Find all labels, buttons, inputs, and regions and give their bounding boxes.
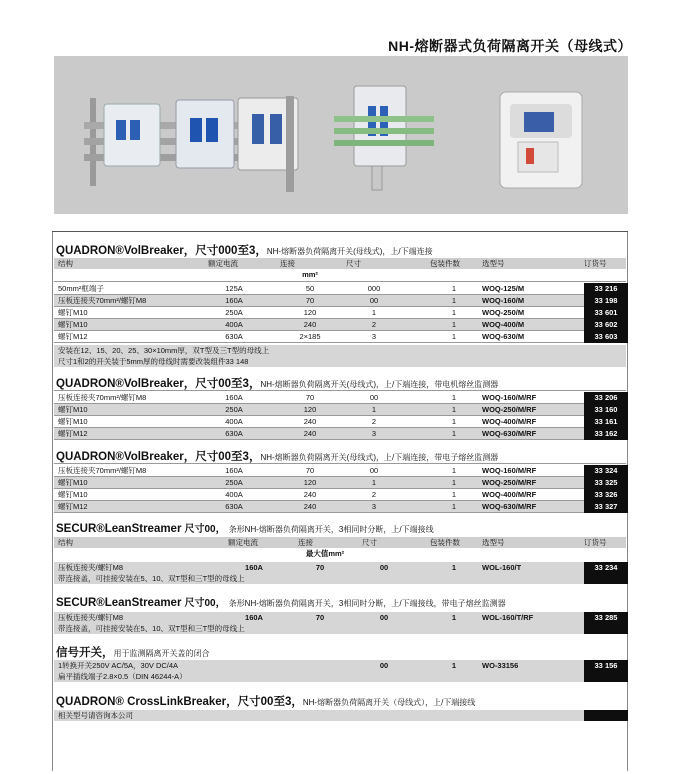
order-no: 33 198 bbox=[594, 296, 618, 305]
cell-size: 2 bbox=[371, 490, 377, 499]
header-type-no: 选型号 bbox=[482, 259, 505, 268]
cell-structure: 螺钉M10 bbox=[58, 478, 88, 487]
table-row bbox=[54, 465, 626, 476]
row-divider bbox=[54, 342, 626, 343]
cell-current: 250A bbox=[225, 308, 243, 317]
order-no: 33 325 bbox=[594, 478, 618, 487]
order-no-block-empty bbox=[584, 710, 628, 721]
cell-size: 1 bbox=[371, 478, 377, 487]
cell-structure: 螺钉M10 bbox=[58, 490, 88, 499]
section-4-brand: SECUR®LeanStreamer bbox=[56, 523, 182, 535]
cell-type: WOL-160/T/RF bbox=[482, 613, 534, 622]
cell-type: WOQ-400/M/RF bbox=[482, 417, 537, 426]
order-no: 33 161 bbox=[594, 417, 618, 426]
table-row bbox=[54, 416, 626, 427]
cell-connection: 70 bbox=[305, 296, 315, 305]
section-4-subtitle: 条形NH-熔断器负荷隔离开关，3相同时分断，上/下端接线 bbox=[228, 525, 434, 534]
cell-current: 125A bbox=[225, 284, 243, 293]
cell-connection: 120 bbox=[303, 308, 317, 317]
cell-structure: 螺钉M12 bbox=[58, 429, 88, 438]
cell-size: 00 bbox=[369, 466, 379, 475]
cell-qty: 1 bbox=[451, 661, 457, 670]
cell-qty: 1 bbox=[451, 405, 457, 414]
header-rated-current: 额定电流 bbox=[208, 259, 238, 268]
order-no: 33 206 bbox=[594, 393, 618, 402]
header-connection: 连接 bbox=[280, 259, 295, 268]
header-pack-qty: 包装件数 bbox=[430, 538, 460, 547]
cell-size: 00 bbox=[369, 393, 379, 402]
header-pack-qty: 包装件数 bbox=[430, 259, 460, 268]
header-structure: 结构 bbox=[58, 259, 73, 268]
cell-current: 160A bbox=[245, 613, 263, 622]
cell-structure: 螺钉M10 bbox=[58, 405, 88, 414]
header-order-no: 订货号 bbox=[584, 538, 607, 547]
table-row bbox=[54, 562, 626, 573]
cell-structure: 1转换开关250V AC/5A，30V DC/4A bbox=[58, 661, 179, 670]
cell-type: WOQ-400/M bbox=[482, 320, 525, 329]
cell-current: 160A bbox=[225, 466, 243, 475]
cell-type: WOQ-160/M/RF bbox=[482, 466, 537, 475]
section-heading-2 bbox=[56, 375, 498, 391]
table-row bbox=[54, 319, 626, 330]
order-no: 33 603 bbox=[594, 332, 618, 341]
cell-qty: 1 bbox=[451, 429, 457, 438]
divider bbox=[54, 281, 626, 282]
unit-row bbox=[54, 548, 626, 559]
table-row bbox=[54, 295, 626, 306]
cell-connection: 120 bbox=[303, 405, 317, 414]
cell-qty: 1 bbox=[451, 613, 457, 622]
cell-type: WOQ-125/M bbox=[482, 284, 525, 293]
header-rated-current: 额定电流 bbox=[228, 538, 258, 547]
order-no-block bbox=[584, 465, 628, 513]
section-1-note-2 bbox=[54, 356, 626, 367]
cell-structure: 50mm²框端子 bbox=[58, 284, 104, 293]
cell-type: WOQ-160/M/RF bbox=[482, 393, 537, 402]
cell-size: 00 bbox=[379, 563, 389, 572]
cell-current: 160A bbox=[225, 393, 243, 402]
table-row bbox=[54, 404, 626, 415]
section-1-brand: QUADRON®VolBreaker，尺寸000至3， bbox=[56, 245, 267, 257]
header-size: 尺寸 bbox=[362, 538, 377, 547]
unit-max-mm2: 最大值mm² bbox=[305, 549, 345, 558]
cell-connection: 2×185 bbox=[299, 332, 321, 341]
section-2-subtitle: NH-熔断器负荷隔离开关(母线式)，上/下端连接，带电机熔丝监测器 bbox=[260, 380, 499, 389]
cell-qty: 1 bbox=[451, 490, 457, 499]
cell-structure: 扁平插线端子2.8×0.5（DIN 46244-A） bbox=[58, 672, 187, 681]
header-size: 尺寸 bbox=[346, 259, 361, 268]
order-no-block bbox=[584, 283, 628, 343]
cell-size: 00 bbox=[379, 661, 389, 670]
cell-size: 1 bbox=[371, 308, 377, 317]
cell-structure: 压板连接夹/螺钉M8 bbox=[58, 563, 124, 572]
table-row bbox=[54, 671, 626, 682]
section-7-note-row bbox=[54, 710, 626, 721]
order-no: 33 216 bbox=[594, 284, 618, 293]
order-no: 33 162 bbox=[594, 429, 618, 438]
cell-connection: 70 bbox=[305, 466, 315, 475]
table-header-row bbox=[54, 537, 626, 548]
section-3-brand: QUADRON®VolBreaker，尺寸00至3， bbox=[56, 451, 261, 463]
header-structure: 结构 bbox=[58, 538, 73, 547]
section-7-brand: QUADRON® CrossLinkBreaker，尺寸00至3， bbox=[56, 696, 303, 708]
note-text: 相关型号请咨询本公司 bbox=[58, 711, 133, 720]
cell-structure: 螺钉M10 bbox=[58, 320, 88, 329]
cell-structure: 螺钉M12 bbox=[58, 332, 88, 341]
order-no: 33 285 bbox=[594, 613, 618, 622]
cell-type: WOQ-400/M/RF bbox=[482, 490, 537, 499]
cell-size: 1 bbox=[371, 405, 377, 414]
cell-structure: 螺钉M10 bbox=[58, 308, 88, 317]
order-no-block bbox=[584, 562, 628, 584]
row-divider bbox=[54, 512, 626, 513]
cell-structure: 压板连接夹/螺钉M8 bbox=[58, 613, 124, 622]
table-row bbox=[54, 501, 626, 512]
section-6-subtitle: 用于监测隔离开关盖的闭合 bbox=[113, 649, 210, 658]
cell-connection: 240 bbox=[303, 502, 317, 511]
cell-type: WOQ-630/M/RF bbox=[482, 429, 537, 438]
cell-current: 160A bbox=[245, 563, 263, 572]
cell-current: 250A bbox=[225, 405, 243, 414]
section-heading-3 bbox=[56, 448, 498, 464]
cell-connection: 70 bbox=[315, 613, 325, 622]
cell-structure: 压板连接夹70mm²/螺钉M8 bbox=[58, 466, 147, 475]
cell-qty: 1 bbox=[451, 502, 457, 511]
cell-qty: 1 bbox=[451, 417, 457, 426]
header-type-no: 选型号 bbox=[482, 538, 505, 547]
cell-structure: 压板连接夹70mm²/螺钉M8 bbox=[58, 296, 147, 305]
cell-type: WOQ-630/M bbox=[482, 332, 525, 341]
table-row bbox=[54, 612, 626, 623]
product-photo-banner bbox=[54, 56, 628, 214]
section-heading-5 bbox=[56, 594, 506, 609]
cell-current: 160A bbox=[225, 296, 243, 305]
header-connection: 连接 bbox=[298, 538, 313, 547]
cell-connection: 240 bbox=[303, 320, 317, 329]
page-title: NH-熔断器式负荷隔离开关（母线式） bbox=[388, 38, 632, 54]
cell-size: 3 bbox=[371, 332, 377, 341]
section-5-size: 尺寸00， bbox=[184, 598, 226, 609]
section-4-note bbox=[54, 573, 626, 584]
section-5-note bbox=[54, 623, 626, 634]
header-order-no: 订货号 bbox=[584, 259, 607, 268]
section-3-subtitle: NH-熔断器负荷隔离开关(母线式)，上/下端连接，带电子熔丝监测器 bbox=[260, 453, 499, 462]
order-no: 33 602 bbox=[594, 320, 618, 329]
order-no: 33 156 bbox=[594, 661, 618, 670]
cell-size: 00 bbox=[369, 296, 379, 305]
order-no-block bbox=[584, 392, 628, 440]
cell-type: WOQ-250/M bbox=[482, 308, 525, 317]
cell-structure: 螺钉M12 bbox=[58, 502, 88, 511]
cell-qty: 1 bbox=[451, 332, 457, 341]
section-heading-6 bbox=[56, 644, 210, 660]
order-no: 33 324 bbox=[594, 466, 618, 475]
cell-connection: 50 bbox=[305, 284, 315, 293]
unit-row bbox=[54, 269, 626, 280]
section-5-subtitle: 条形NH-熔断器负荷隔离开关，3相同时分断，上/下端接线，带电子熔丝监测器 bbox=[228, 599, 506, 608]
cell-current: 400A bbox=[225, 490, 243, 499]
table-row bbox=[54, 428, 626, 439]
section-4-size: 尺寸00， bbox=[184, 524, 226, 535]
cell-connection: 240 bbox=[303, 490, 317, 499]
cell-connection: 240 bbox=[303, 417, 317, 426]
cell-type: WOL-160/T bbox=[482, 563, 522, 572]
section-6-brand: 信号开关， bbox=[56, 647, 114, 659]
product-photo-illustration bbox=[54, 56, 628, 214]
cell-size: 3 bbox=[371, 429, 377, 438]
cell-current: 630A bbox=[225, 429, 243, 438]
table-row bbox=[54, 283, 626, 294]
cell-size: 000 bbox=[367, 284, 381, 293]
section-1-note-1 bbox=[54, 345, 626, 356]
table-row bbox=[54, 660, 626, 671]
section-5-brand: SECUR®LeanStreamer bbox=[56, 597, 182, 609]
order-no: 33 160 bbox=[594, 405, 618, 414]
note-text: 安装在12、15、20、25、30×10mm厚，双T型及三T型的母线上 bbox=[58, 346, 270, 355]
order-no-block bbox=[584, 660, 628, 682]
order-no: 33 601 bbox=[594, 308, 618, 317]
table-row bbox=[54, 489, 626, 500]
cell-current: 250A bbox=[225, 478, 243, 487]
table-row bbox=[54, 392, 626, 403]
section-heading-7 bbox=[56, 693, 475, 709]
cell-size: 00 bbox=[379, 613, 389, 622]
cell-structure: 螺钉M10 bbox=[58, 417, 88, 426]
order-no: 33 326 bbox=[594, 490, 618, 499]
cell-type: WOQ-250/M/RF bbox=[482, 405, 537, 414]
cell-connection: 70 bbox=[305, 393, 315, 402]
section-heading-4 bbox=[56, 520, 434, 535]
cell-qty: 1 bbox=[451, 296, 457, 305]
divider bbox=[54, 463, 626, 464]
cell-qty: 1 bbox=[451, 308, 457, 317]
section-heading-1 bbox=[56, 242, 433, 258]
cell-connection: 70 bbox=[315, 563, 325, 572]
cell-current: 630A bbox=[225, 502, 243, 511]
cell-type: WOQ-250/M/RF bbox=[482, 478, 537, 487]
cell-structure: 压板连接夹70mm²/螺钉M8 bbox=[58, 393, 147, 402]
cell-qty: 1 bbox=[451, 320, 457, 329]
unit-mm2: mm² bbox=[302, 270, 318, 279]
cell-type: WOQ-630/M/RF bbox=[482, 502, 537, 511]
cell-size: 3 bbox=[371, 502, 377, 511]
cell-size: 2 bbox=[371, 320, 377, 329]
table-header-row bbox=[54, 258, 626, 269]
cell-qty: 1 bbox=[451, 563, 457, 572]
section-1-subtitle: NH-熔断器负荷隔离开关(母线式)，上/下端连接 bbox=[266, 247, 433, 256]
section-2-brand: QUADRON®VolBreaker，尺寸00至3， bbox=[56, 378, 261, 390]
cell-current: 630A bbox=[225, 332, 243, 341]
cell-qty: 1 bbox=[451, 284, 457, 293]
cell-qty: 1 bbox=[451, 478, 457, 487]
cell-type: WOQ-160/M bbox=[482, 296, 525, 305]
cell-type: WO-33156 bbox=[482, 661, 519, 670]
order-no: 33 327 bbox=[594, 502, 618, 511]
cell-size: 2 bbox=[371, 417, 377, 426]
cell-qty: 1 bbox=[451, 466, 457, 475]
note-text: 尺寸1和2的开关装于5mm厚的母线时需要改装组件33 148 bbox=[58, 357, 249, 366]
divider bbox=[54, 390, 626, 391]
table-top-rule bbox=[52, 231, 628, 232]
cell-current: 400A bbox=[225, 417, 243, 426]
note-text: 带连接盖，可挂接安装在5、10、双T型和三T型的母线上 bbox=[58, 574, 245, 583]
row-divider bbox=[54, 439, 626, 440]
cell-connection: 120 bbox=[303, 478, 317, 487]
cell-qty: 1 bbox=[451, 393, 457, 402]
cell-connection: 240 bbox=[303, 429, 317, 438]
table-row bbox=[54, 477, 626, 488]
order-no: 33 234 bbox=[594, 563, 618, 572]
cell-current: 400A bbox=[225, 320, 243, 329]
order-no-block bbox=[584, 612, 628, 634]
table-row bbox=[54, 331, 626, 342]
table-row bbox=[54, 307, 626, 318]
section-7-subtitle: NH-熔断器负荷隔离开关（母线式），上/下端接线 bbox=[302, 698, 476, 707]
note-text: 带连接盖，可挂接安装在5、10、双T型和三T型的母线上 bbox=[58, 624, 245, 633]
